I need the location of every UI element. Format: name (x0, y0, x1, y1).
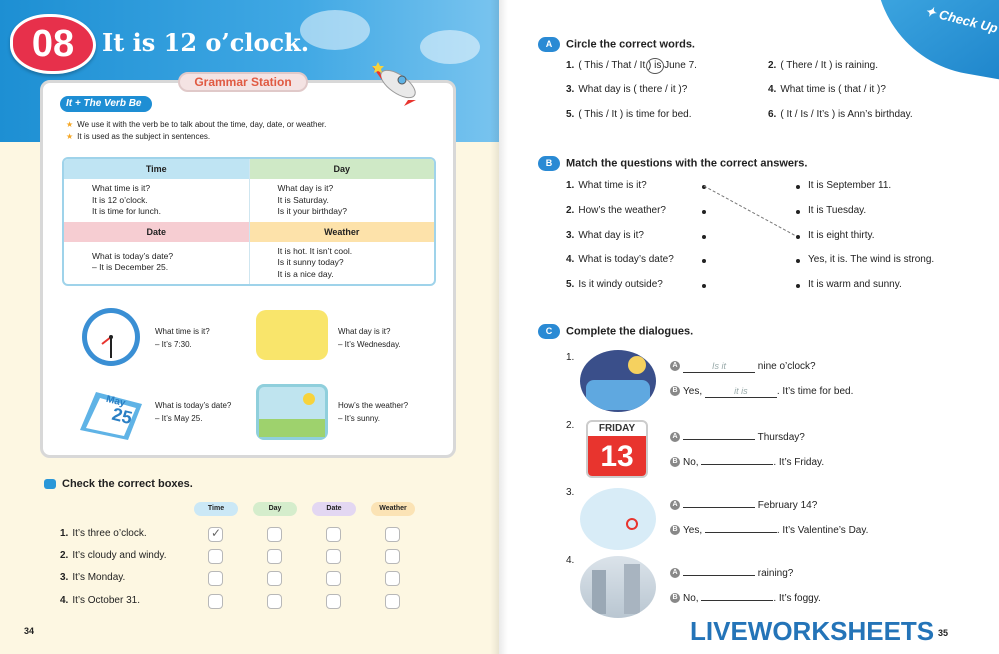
match-line (700, 182, 800, 242)
match-answer: It is Tuesday. (808, 205, 867, 216)
dialogue-a-line: A Is it nine o’clock? (670, 361, 816, 373)
answer-blank[interactable] (683, 565, 755, 576)
grammar-rule: ★ We use it with the verb be to talk about the time, day, date, or weather. (66, 120, 327, 129)
answer-blank[interactable] (683, 497, 755, 508)
checkbox[interactable] (385, 549, 400, 564)
check-up-label: ✦ Check Up (923, 3, 999, 36)
example-day: What day is it? – It’s Wednesday. (338, 327, 401, 349)
dialogue-a-line: A February 14? (670, 497, 817, 511)
answer-blank[interactable] (683, 429, 755, 440)
day-examples: What day is it? It is Saturday. Is it your birthday? (249, 179, 435, 222)
unit-number: 08 (31, 23, 75, 65)
weather-examples: It is hot. It isn’t cool. Is it sunny today? It is a nice day. (249, 242, 435, 285)
section-a-item: 6. ( It / Is / It’s ) is Ann’s birthday. (768, 109, 913, 120)
calendar-day: 25 (109, 403, 135, 429)
match-answer: It is September 11. (808, 180, 892, 191)
match-answer: It is eight thirty. (808, 230, 875, 241)
example-time: What time is it? – It’s 7:30. (155, 327, 210, 349)
calendar-month: May (104, 393, 127, 410)
check-item-4: 4. It’s October 31. (60, 595, 140, 606)
time-header: Time (64, 159, 249, 179)
check-boxes-title: Check the correct boxes. (44, 478, 193, 490)
checkbox[interactable] (385, 594, 400, 609)
checkbox[interactable] (326, 549, 341, 564)
checkbox[interactable] (208, 549, 223, 564)
column-date: Date (312, 502, 356, 516)
dialogue-a-line: A raining? (670, 565, 793, 579)
section-a-item: 1. ( This / That / It ) is June 7. (566, 60, 697, 71)
section-icon (44, 479, 56, 489)
match-question: 3. What day is it? (566, 230, 644, 241)
valentine-calendar-picture (580, 488, 656, 550)
example-date: What is today’s date? – It’s May 25. (155, 401, 232, 423)
weather-header: Weather (249, 222, 435, 242)
liveworksheets-logo: LIVEWORKSHEETS (690, 616, 935, 646)
dialogue-a-line: A Thursday? (670, 429, 805, 443)
checkbox[interactable] (385, 571, 400, 586)
match-question: 1. What time is it? (566, 180, 647, 191)
section-a-item: 2. ( There / It ) is raining. (768, 60, 878, 71)
answer-blank[interactable] (705, 522, 777, 533)
example-weather: How’s the weather? – It’s sunny. (338, 401, 409, 423)
bedtime-picture (580, 350, 656, 412)
match-dot-left[interactable] (702, 284, 706, 288)
grammar-rule: ★ It is used as the subject in sentences. (66, 132, 211, 141)
section-a-item: 3. What day is ( there / it )? (566, 84, 688, 95)
lesson-title: It is 12 o’clock. (102, 28, 310, 57)
dialogue-number: 2. (566, 420, 575, 431)
checkbox[interactable] (208, 594, 223, 609)
checkbox[interactable]: ✓ (208, 527, 223, 542)
sunny-window-icon (256, 384, 328, 440)
checkbox[interactable] (326, 527, 341, 542)
match-answer: It is warm and sunny. (808, 279, 902, 290)
time-examples: What time is it? It is 12 o’clock. It is time for lunch. (92, 183, 161, 216)
date-examples: What is today’s date? – It is December 25. (92, 250, 174, 272)
dialogue-number: 4. (566, 555, 575, 566)
checkbox[interactable] (326, 594, 341, 609)
grammar-table (62, 157, 436, 286)
grammar-station-tab: Grammar Station (178, 72, 308, 92)
foggy-city-picture (580, 556, 656, 618)
column-day: Day (253, 502, 297, 516)
book-spine (490, 0, 508, 654)
date-header: Date (64, 222, 249, 242)
dialogue-b-line: B Yes, it is . It’s time for bed. (670, 386, 853, 398)
dialogue-b-line: B No, . It’s foggy. (670, 590, 821, 604)
check-item-1: 1. It’s three o’clock. (60, 528, 147, 539)
match-question: 4. What is today’s date? (566, 254, 674, 265)
column-time: Time (194, 502, 238, 516)
checkbox[interactable] (267, 527, 282, 542)
match-answer: Yes, it is. The wind is strong. (808, 254, 935, 265)
answer-blank[interactable]: Is it (683, 362, 755, 373)
checkbox[interactable] (208, 571, 223, 586)
calendar-icon (256, 310, 328, 360)
rocket-icon (368, 56, 428, 106)
section-c-title: C Complete the dialogues. (538, 324, 693, 339)
checkbox[interactable] (385, 527, 400, 542)
match-question: 2. How’s the weather? (566, 205, 666, 216)
check-item-3: 3. It’s Monday. (60, 572, 126, 583)
checkbox[interactable] (267, 549, 282, 564)
section-b-title: B Match the questions with the correct answers. (538, 156, 807, 171)
checkbox[interactable] (326, 571, 341, 586)
day-header: Day (249, 159, 435, 179)
section-a-item: 4. What time is ( that / it )? (768, 84, 886, 95)
column-weather: Weather (371, 502, 415, 516)
match-dot-left[interactable] (702, 259, 706, 263)
friday-calendar-picture: FRIDAY 13 (586, 420, 648, 478)
checkbox[interactable] (267, 571, 282, 586)
match-question: 5. Is it windy outside? (566, 279, 663, 290)
dialogue-b-line: B Yes, . It’s Valentine’s Day. (670, 522, 868, 536)
verb-pill: It + The Verb Be (60, 96, 152, 112)
page-number-left: 34 (24, 626, 35, 636)
checkbox[interactable] (267, 594, 282, 609)
dialogue-number: 3. (566, 487, 575, 498)
answer-blank[interactable]: it is (705, 387, 777, 398)
circled-answer-mark (646, 58, 664, 74)
answer-blank[interactable] (701, 590, 773, 601)
section-a-title: A Circle the correct words. (538, 37, 695, 52)
page-number-right: 35 (938, 628, 949, 638)
match-dot-right[interactable] (796, 284, 800, 288)
answer-blank[interactable] (701, 454, 773, 465)
dialogue-b-line: B No, . It’s Friday. (670, 454, 824, 468)
unit-badge (10, 14, 96, 74)
section-a-item: 5. ( This / It ) is time for bed. (566, 109, 692, 120)
match-dot-right[interactable] (796, 259, 800, 263)
clock-icon (80, 306, 142, 368)
check-item-2: 2. It’s cloudy and windy. (60, 550, 167, 561)
dialogue-number: 1. (566, 352, 575, 363)
